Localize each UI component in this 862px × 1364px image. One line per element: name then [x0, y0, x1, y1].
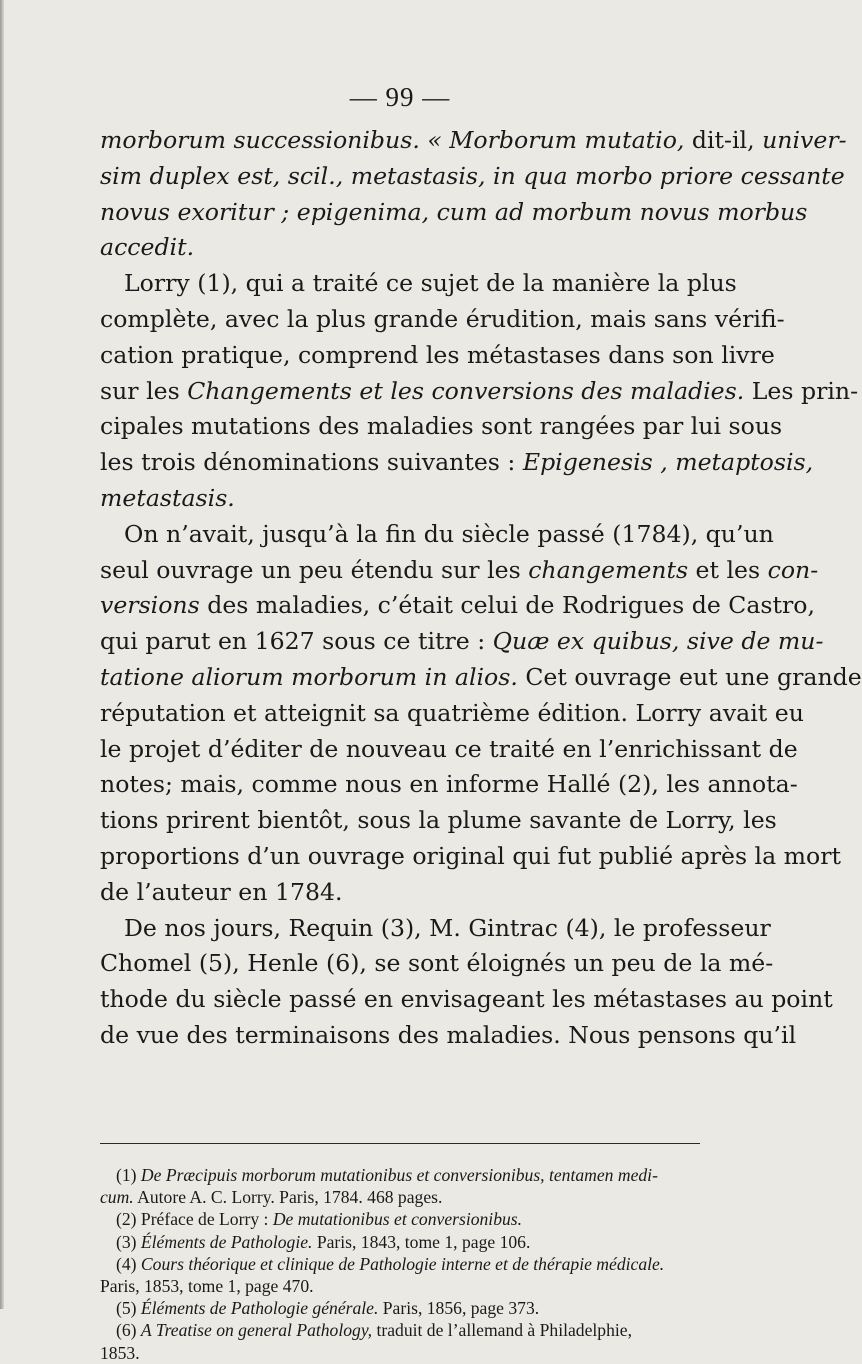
text-line: de l’auteur en 1784.: [100, 877, 343, 906]
text-line: accedit.: [100, 233, 195, 262]
text-line: notes; mais, comme nous en informe Hallé (2), les annota-: [100, 770, 798, 799]
footnote-line: (5) Éléments de Pathologie générale. Paris, 1856, page 373.: [116, 1298, 540, 1319]
text-line: sim duplex est, scil., metastasis, in qua morbo priore cessante: [100, 161, 845, 190]
footnote-line: (4) Cours théorique et clinique de Pathologie interne et de thérapie médicale.: [116, 1253, 665, 1274]
footnote-line: (3) Éléments de Pathologie. Paris, 1843, tome 1, page 106.: [116, 1231, 531, 1252]
text-line: Lorry (1), qui a traité ce sujet de la manière la plus: [124, 269, 737, 298]
text-line: tions prirent bientôt, sous la plume savante de Lorry, les: [100, 806, 777, 835]
text-line: complète, avec la plus grande érudition, mais sans vérifi-: [100, 304, 785, 333]
text-line: Chomel (5), Henle (6), se sont éloignés un peu de la mé-: [100, 949, 774, 978]
text-line: metastasis.: [100, 483, 235, 512]
text-line: le projet d’éditer de nouveau ce traité en l’enrichissant de: [100, 734, 798, 763]
footnote-line: (6) A Treatise on general Pathology, traduit de l’allemand à Philadelphie,: [116, 1320, 632, 1341]
text-line: de vue des terminaisons des maladies. Nous pensons qu’il: [100, 1020, 797, 1049]
text-line: thode du siècle passé en envisageant les métastases au point: [100, 985, 833, 1014]
footnote-line: (2) Préface de Lorry : De mutationibus et conversionibus.: [116, 1209, 523, 1230]
page-left-edge: [0, 0, 4, 1309]
footnote-rule: [100, 1143, 700, 1144]
text-line: les trois dénominations suivantes : Epigenesis , metaptosis,: [100, 448, 814, 477]
text-line: réputation et atteignit sa quatrième édition. Lorry avait eu: [100, 698, 804, 727]
text-line: qui parut en 1627 sous ce titre : Quæ ex quibus, sive de mu-: [100, 627, 824, 656]
main-text: [100, 123, 862, 1054]
footnotes: [100, 1164, 700, 1364]
text-line: On n’avait, jusqu’à la fin du siècle passé (1784), qu’un: [124, 519, 774, 548]
text-line: cation pratique, comprend les métastases dans son livre: [100, 340, 775, 369]
text-line: seul ouvrage un peu étendu sur les changements et les con-: [100, 555, 819, 584]
text-line: cipales mutations des maladies sont rangées par lui sous: [100, 412, 783, 441]
text-line: sur les Changements et les conversions des maladies. Les prin-: [100, 376, 859, 405]
footnote-line: (1) De Præcipuis morborum mutationibus et conversionibus, tentamen medi-: [116, 1165, 658, 1185]
text-line: morborum successionibus. « Morborum mutatio, dit-il, univer-: [100, 126, 847, 154]
footnote-line: 1853.: [100, 1342, 140, 1363]
text-line: versions des maladies, c’était celui de Rodrigues de Castro,: [100, 591, 815, 620]
footnote-line: cum. Autore A. C. Lorry. Paris, 1784. 468 pages.: [100, 1187, 443, 1208]
footnote-line: Paris, 1853, tome 1, page 470.: [100, 1276, 314, 1297]
page-number: — 99 —: [349, 82, 451, 112]
text-line: proportions d’un ouvrage original qui fut publié après la mort: [100, 841, 842, 870]
text-line: tatione aliorum morborum in alios. Cet ouvrage eut une grande: [100, 662, 862, 691]
text-line: De nos jours, Requin (3), M. Gintrac (4), le professeur: [124, 913, 771, 942]
text-line: novus exoritur ; epigenima, cum ad morbum novus morbus: [100, 197, 808, 226]
